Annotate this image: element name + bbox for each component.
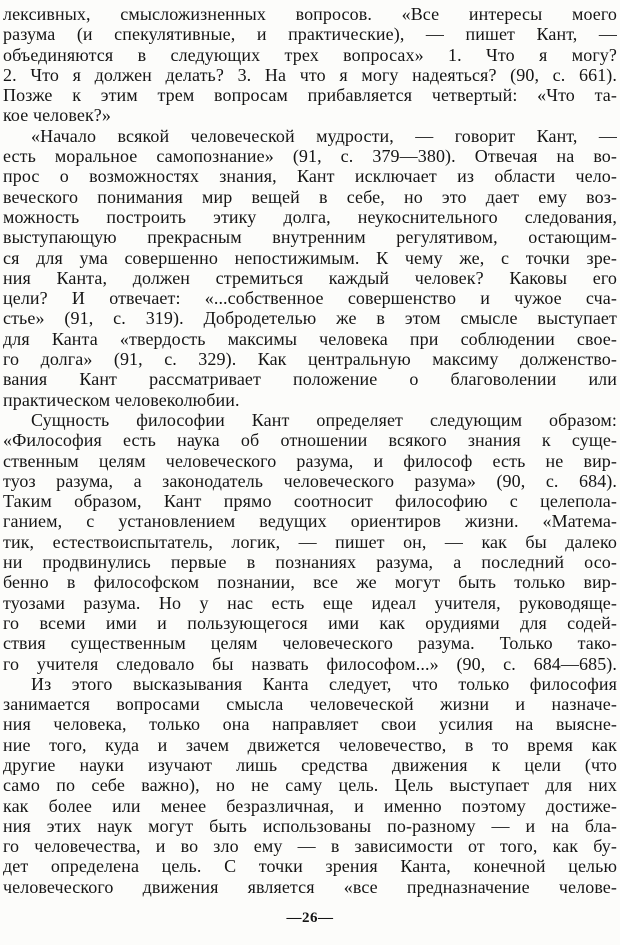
text-line: другие науки изучают лишь средства движения к цели (что <box>3 754 617 775</box>
text-line: бенно в философском познании, все же могут быть только вир- <box>3 572 617 593</box>
text-line: го человечества, и во зло ему — в зависимости от того, как бу- <box>3 836 617 857</box>
text-line: ни продвинулись первые в познаниях разума, а последний осо- <box>3 552 617 573</box>
text-line: го долга» (91, с. 329). Как центральную максиму долженство- <box>3 349 617 370</box>
text-line: стье» (91, с. 319). Добродетелью же в этом смысле выступает <box>3 308 617 329</box>
text-line: разума (и спекулятивные, и практические), — пишет Кант, — <box>3 24 617 45</box>
text-line: Позже к этим трем вопросам прибавляется четвертый: «Что та- <box>3 85 617 106</box>
text-line: Сущность философии Кант определяет следующим образом: <box>31 409 617 430</box>
text-line: ние того, куда и зачем движется человечество, в то время как <box>3 734 617 755</box>
text-line: ния Канта, должен стремиться каждый человек? Каковы его <box>3 267 617 288</box>
paragraph <box>3 4 617 126</box>
text-line: ственным целям человеческого разума, и философ есть не вир- <box>3 450 617 471</box>
text-line: Таким образом, Кант прямо соотносит философию с целепола- <box>3 491 617 512</box>
text-line: дет определена цель. С точки зрения Канта, конечной целью <box>3 856 617 877</box>
paragraph <box>3 126 617 410</box>
text-line: го всеми ими и пользующегося ими как орудиями для содей- <box>3 612 617 633</box>
text-line: туозами разума. Но у нас есть еще идеал учителя, руководяще- <box>3 592 617 613</box>
text-line: как более или менее безразличная, и именно поэтому достиже- <box>3 795 617 816</box>
text-line: тик, естествоиспытатель, логик, — пишет он, — как бы далеко <box>3 531 617 552</box>
text-line: туоз разума, а законодатель человеческого разума» (90, с. 684). <box>3 470 617 491</box>
text-line: есть моральное самопознание» (91, с. 379—380). Отвечая на во- <box>3 146 617 167</box>
text-line: ния этих наук могут быть использованы по-разному — и на бла- <box>3 815 617 836</box>
text-line: выступающую прекрасным внутренним регулятивом, остающим- <box>3 227 617 248</box>
text-line: ствия существенным целям человеческого разума. Только тако- <box>3 633 617 654</box>
text-line: ганием, с установлением ведущих ориентиров жизни. «Матема- <box>3 511 617 532</box>
text-line: ния человека, только она направляет свои усилия на выясне- <box>3 714 617 735</box>
text-line: само по себе важно), но не саму цель. Цель выступает для них <box>3 775 617 796</box>
text-line: лексивных, смысложизненных вопросов. «Все интересы моего <box>3 4 617 24</box>
text-line: практическом человеколюбии. <box>3 389 240 410</box>
text-line: ся для ума совершенно непостижимым. К чему же, с точки зре- <box>3 247 617 268</box>
text-line: для Канта «твердость максимы человека при соблюдении свое- <box>3 328 617 349</box>
text-line: цели? И отвечает: «...собственное совершенство и чужое сча- <box>3 288 617 309</box>
text-line: го учителя следовало бы назвать философом...» (90, с. 684—685). <box>3 653 617 674</box>
text-line: можность построить этику долга, неукоснительного следования, <box>3 206 617 227</box>
text-line: вания Кант рассматривает положение о благоволении или <box>3 369 617 390</box>
text-line: кое человек?» <box>3 105 111 126</box>
text-line: объединяются в следующих трех вопросах» 1. Что я могу? <box>3 44 617 65</box>
paragraph <box>3 410 617 674</box>
text-line: «Начало всякой человеческой мудрости, — говорит Кант, — <box>31 125 617 146</box>
text-line: прос о возможностях знания, Кант исключает из области чело- <box>3 166 617 187</box>
page-text <box>3 4 617 897</box>
text-line: веческого понимания мир вещей в себе, но это дает ему воз- <box>3 186 617 207</box>
page-number: —26— <box>286 910 334 927</box>
text-line: 2. Что я должен делать? 3. На что я могу надеяться? (90, с. 661). <box>3 64 617 85</box>
text-line: «Философия есть наука об отношении всякого знания к суще- <box>3 430 617 451</box>
text-line: человеческого движения является «все предназначение челове- <box>3 876 617 897</box>
paragraph <box>3 674 617 897</box>
text-line: Из этого высказывания Канта следует, что только философия <box>31 673 617 694</box>
text-line: занимается вопросами смысла человеческой жизни и назначе- <box>3 694 617 715</box>
